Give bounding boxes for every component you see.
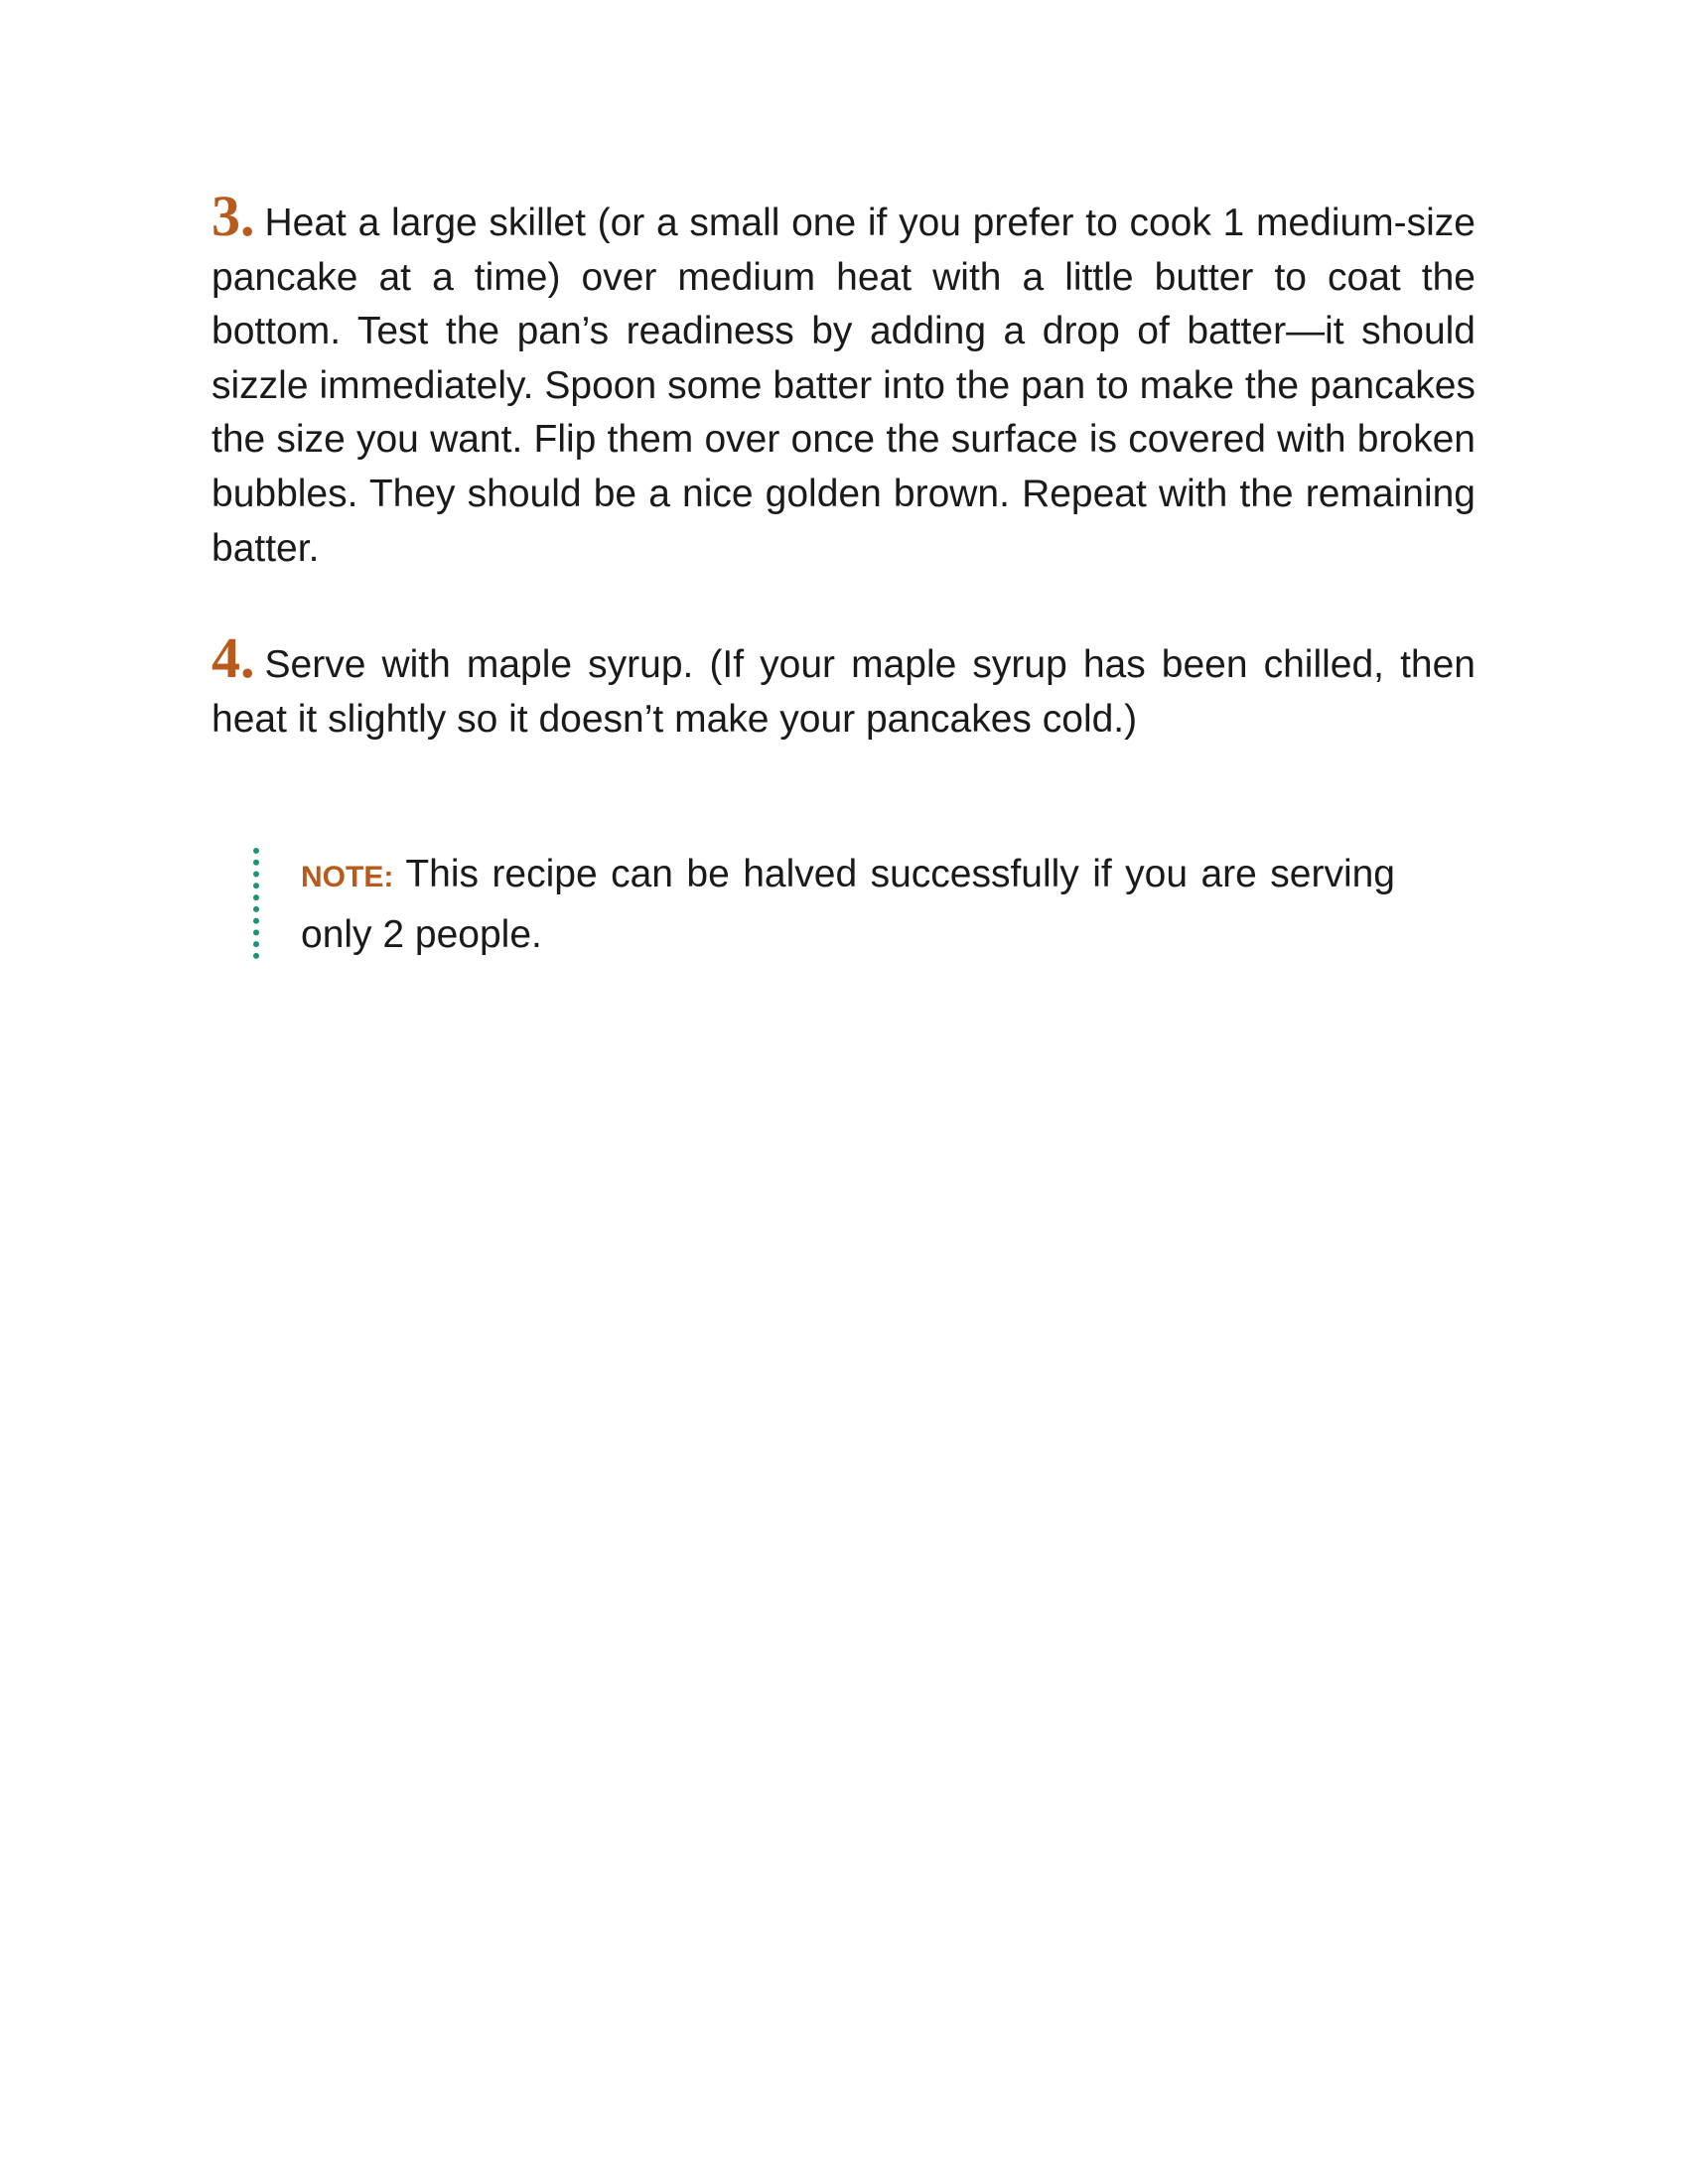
note-dotted-rule	[253, 848, 259, 959]
note-label: NOTE:	[301, 861, 394, 893]
note-body	[301, 846, 1395, 964]
step-text: Heat a large skillet (or a small one if you prefer to cook 1 medium-size pancake at a time) over medium heat with a little butter to coat the bottom. Test the pan’s readiness by adding a drop of batter—it should sizzle immediately. Spoon some batter into the pan to make the pancakes the size you want. Flip them over once the surface is covered with broken bubbles. They should be a nice golden brown. Repeat with the remaining batter.	[211, 202, 1476, 570]
recipe-step-4	[211, 625, 1476, 747]
step-number: 3.	[211, 184, 255, 248]
note-text: This recipe can be halved successfully if you are serving only 2 people.	[301, 853, 1395, 956]
step-number: 4.	[211, 625, 255, 690]
step-text: Serve with maple syrup. (If your maple syrup has been chilled, then heat it slightly so it doesn’t make your pancakes cold.)	[211, 643, 1476, 741]
recipe-step-3	[211, 184, 1476, 576]
